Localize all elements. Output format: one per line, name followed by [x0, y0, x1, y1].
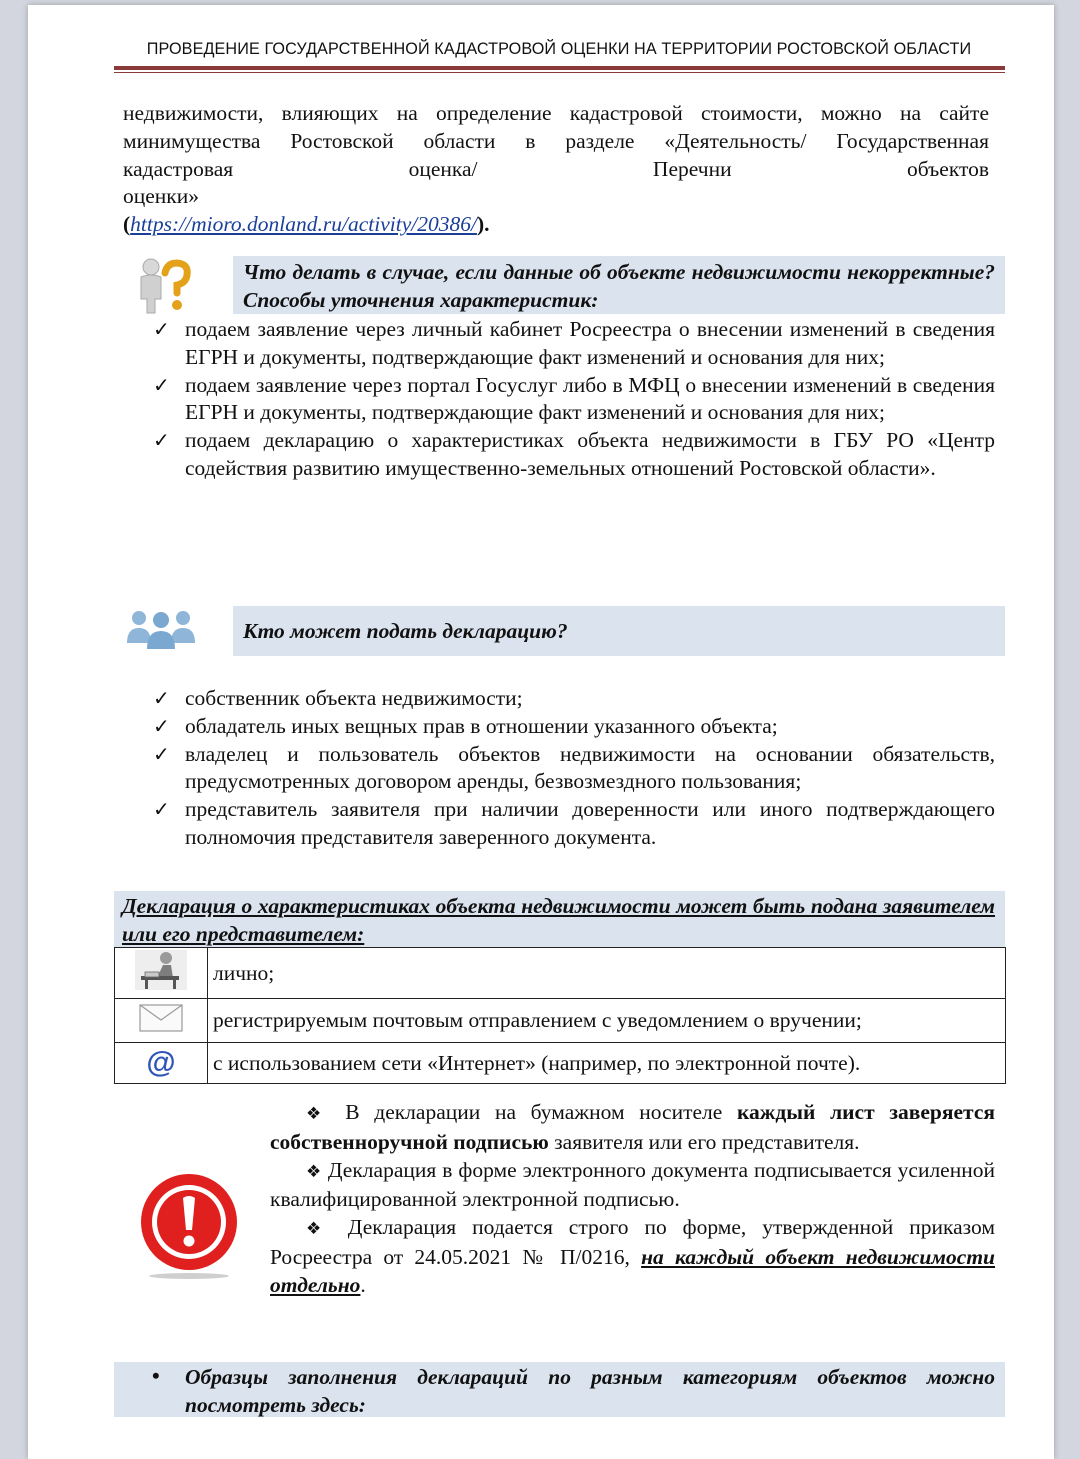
section2-title-band [233, 606, 1005, 656]
list-item: ✓ представитель заявителя при наличии доверенности или иного подтверждающего полномочия представителя заверенного документа. [153, 797, 995, 849]
section1-list [153, 316, 995, 483]
table-row [115, 1043, 1006, 1084]
list-item: ✓ собственник объекта недвижимости; [153, 685, 995, 713]
samples-item [114, 1362, 1005, 1419]
section2-list [153, 685, 995, 852]
note-3: ❖ Декларация подается строго по форме, утвержденной приказом Росреестра от 24.05.2021 № П/0216, на каждый объект недвижимости отдельно. [270, 1215, 996, 1297]
checkmark-icon: ✓ [153, 713, 170, 738]
list-item: ✓ владелец и пользователь объектов недвижимости на основании обязательств, предусмотренных договором аренды, безвозмездного пользования; [153, 741, 995, 794]
samples-text[interactable]: Образцы заполнения деклараций по разным категориям объектов можно посмотреть здесь: [185, 1365, 995, 1417]
section3-title-band [114, 891, 1005, 948]
checkmark-icon: ✓ [153, 317, 170, 341]
header-rule-thin [114, 72, 1005, 73]
intro-line-1: недвижимости, влияющих на определение кадастровой стоимости, можно на сайте [123, 101, 989, 125]
checkmark-icon: ✓ [153, 372, 170, 397]
section1-title-band [233, 256, 1005, 314]
envelope-icon [139, 1003, 183, 1033]
method-text: лично; [208, 948, 1006, 999]
group-people-icon [125, 609, 197, 651]
checkmark-icon: ✓ [153, 686, 170, 710]
section2-title: Кто может подать декларацию? [243, 619, 568, 643]
checkmark-icon: ✓ [153, 428, 170, 453]
person-at-desk-icon [133, 948, 189, 992]
section3-title: Декларация о характеристиках объекта недвижимости может быть подана заявителем или его представителем: [122, 894, 995, 946]
at-sign-icon: @ [146, 1046, 176, 1079]
note-1: ❖ В декларации на бумажном носителе каждый лист заверяется собственноручной подписью заявителя или его представителя. [270, 1100, 996, 1154]
method-icon-cell [115, 948, 208, 999]
question-person-icon [131, 255, 193, 317]
note-3-emphasis: на каждый объект недвижимости отдельно [270, 1244, 996, 1297]
link-close-paren: ). [476, 212, 490, 237]
diamond-bullet-icon: ❖ [306, 1161, 322, 1182]
section1-title: Что делать в случае, если данные об объекте недвижимости некорректные? Способы уточнения характеристик: [243, 260, 995, 312]
list-item: ✓ подаем заявление через портал Госуслуг либо в МФЦ о внесении изменений в сведения ЕГРН и документы, подтверждающие факт изменений и основания для них; [153, 372, 995, 425]
link-open-paren: ( [123, 212, 131, 237]
intro-line-3: кадастровая оценка/ Перечни объектов оценки» [123, 156, 989, 209]
header-rule-thick [114, 66, 1005, 70]
bullet-icon: • [152, 1363, 160, 1388]
list-item: ✓ подаем декларацию о характеристиках объекта недвижимости в ГБУ РО «Центр содействия развитию имущественно-земельных отношений Ростовской области». [153, 428, 995, 480]
list-item: ✓ подаем заявление через личный кабинет Росреестра о внесении изменений в сведения ЕГРН и документы, подтверждающие факт изменений и основания для них; [153, 317, 995, 369]
intro-line-2: минимущества Ростовской области в разделе «Деятельность/ Государственная [123, 128, 989, 153]
intro-paragraph [123, 100, 989, 239]
checkmark-icon: ✓ [153, 797, 170, 822]
samples-band [114, 1362, 1005, 1417]
table-row [115, 999, 1006, 1043]
page-header-title: ПРОВЕДЕНИЕ ГОСУДАРСТВЕННОЙ КАДАСТРОВОЙ ОЦЕНКИ НА ТЕРРИТОРИИ РОСТОВСКОЙ ОБЛАСТИ [146, 40, 972, 58]
method-text: регистрируемым почтовым отправлением с уведомлением о вручении; [208, 999, 1006, 1043]
intro-line-4 [123, 211, 989, 239]
note-1-emphasis: каждый лист заверяется собственноручной подписью [270, 1100, 996, 1154]
table-row [115, 948, 1006, 999]
checkmark-icon: ✓ [153, 741, 170, 766]
notes-block [270, 1099, 995, 1300]
mioro-link[interactable]: https://mioro.donland.ru/activity/20386/ [130, 212, 477, 237]
exclamation-warning-icon [137, 1170, 241, 1280]
diamond-bullet-icon: ❖ [306, 1219, 332, 1240]
method-icon-cell [115, 1043, 208, 1084]
note-2: ❖ Декларация в форме электронного документа подписывается усиленной квалифицированной электронной подписью. [270, 1157, 995, 1212]
submission-methods-table [114, 947, 1006, 1084]
list-item: ✓ обладатель иных вещных прав в отношении указанного объекта; [153, 713, 995, 741]
method-icon-cell [115, 999, 208, 1043]
diamond-bullet-icon: ❖ [306, 1104, 331, 1124]
method-text: с использованием сети «Интернет» (например, по электронной почте). [208, 1043, 1006, 1084]
